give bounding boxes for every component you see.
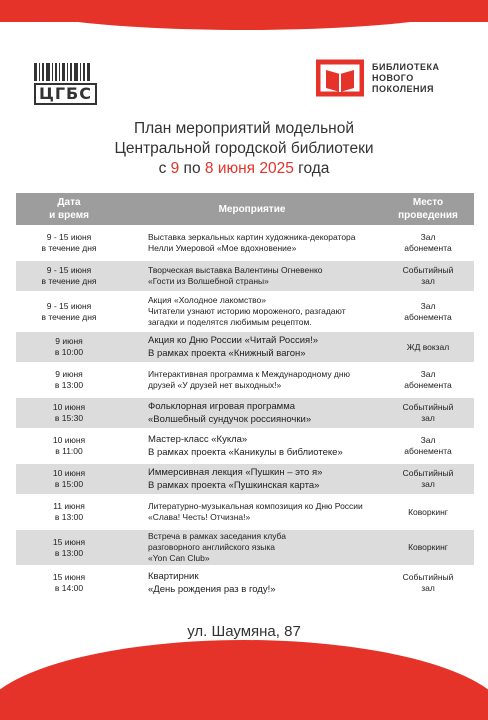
table-row (16, 464, 474, 494)
place-line: Зал (420, 300, 436, 311)
place-line: Зал (420, 232, 436, 242)
event-time: в течение дня (41, 311, 97, 322)
date-to: 8 июня 2025 (204, 160, 294, 177)
table-row (16, 568, 474, 598)
place-line: зал (421, 479, 435, 489)
event-place (382, 228, 474, 258)
event-time: в 15:30 (54, 413, 84, 423)
event-date: 9 - 15 июня (46, 232, 92, 242)
event-time: в 14:00 (54, 583, 84, 593)
event-time: в течение дня (41, 243, 97, 253)
table-row (16, 431, 474, 461)
event-date: 11 июня (53, 501, 85, 511)
table-row (16, 497, 474, 527)
event-line: Акция «Холодное лакомство» (148, 295, 266, 305)
event-description (122, 332, 382, 362)
event-time: в 10:00 (54, 347, 84, 357)
event-line: «Слава! Честь! Отчизна!» (148, 512, 251, 522)
event-datetime (16, 568, 122, 598)
event-datetime (16, 431, 122, 461)
event-time: в 13:00 (54, 547, 84, 558)
place-line: зал (421, 583, 435, 593)
event-description (122, 431, 382, 461)
event-description (122, 398, 382, 428)
bottom-red-band (0, 640, 488, 720)
event-description (122, 228, 382, 258)
table-row (16, 398, 474, 428)
address: ул. Шаумяна, 87 (187, 623, 301, 640)
event-line: В рамках проекта «Книжный вагон» (148, 348, 306, 359)
event-description (122, 294, 382, 329)
event-line: загадки и поделятся любимым рецептом. (148, 317, 312, 327)
place-line: Коворкинг (408, 506, 448, 517)
event-date: 9 - 15 июня (46, 300, 92, 311)
event-datetime (16, 261, 122, 291)
event-date: 9 июня (55, 369, 83, 379)
event-datetime (16, 497, 122, 527)
date-from: 9 (170, 160, 180, 177)
event-description (122, 261, 382, 291)
place-line: абонемента (404, 380, 452, 390)
logo-line-2: НОВОГО (372, 72, 414, 83)
event-line: разговорного английского языка (148, 542, 276, 552)
header-event: Мероприятие (122, 193, 382, 225)
place-line: Коворкинг (408, 542, 448, 552)
event-line: Фольклорная игровая программа (148, 401, 296, 412)
event-place (382, 568, 474, 598)
event-time: в 11:00 (55, 446, 83, 456)
event-description (122, 497, 382, 527)
table-header-row (16, 193, 474, 225)
open-book-icon (316, 58, 364, 98)
library-logo-text (372, 62, 439, 95)
title-line-2: Центральной городской библиотеки (114, 140, 374, 157)
event-place (382, 398, 474, 428)
table-row (16, 228, 474, 258)
title-line-3: с 9 по 8 июня 2025 года (158, 160, 330, 177)
event-place (382, 530, 474, 565)
event-place (382, 294, 474, 329)
library-logo (316, 58, 439, 98)
event-time: в 13:00 (54, 380, 84, 390)
event-date: 10 июня (52, 468, 86, 478)
events-table (16, 190, 474, 601)
event-line: Читатели узнают историю мороженого, разгадают (148, 306, 346, 316)
table-row (16, 530, 474, 565)
event-line: В рамках проекта «Пушкинская карта» (148, 480, 320, 491)
event-place (382, 431, 474, 461)
table-row (16, 365, 474, 395)
place-line: абонемента (404, 446, 452, 456)
event-description (122, 530, 382, 565)
event-place (382, 365, 474, 395)
event-date: 10 июня (52, 435, 86, 445)
event-place (382, 261, 474, 291)
table-row (16, 294, 474, 329)
event-date: 9 июня (55, 336, 83, 346)
place-line: Событийный (402, 265, 454, 275)
event-datetime (16, 398, 122, 428)
logo-line-1: БИБЛИОТЕКА (372, 61, 440, 72)
event-date: 9 - 15 июня (46, 265, 92, 275)
header-place: Место проведения (382, 193, 474, 225)
place-line: Зал (420, 369, 436, 379)
place-line: ЖД вокзал (406, 341, 450, 352)
event-description (122, 464, 382, 494)
event-place (382, 464, 474, 494)
header-date: Дата и время (16, 193, 122, 225)
place-line: абонемента (404, 311, 452, 322)
event-date: 15 июня (52, 536, 86, 547)
event-line: Выставка зеркальных картин художника-декоратора (148, 232, 356, 242)
place-line: Событийный (402, 572, 454, 582)
event-date: 10 июня (52, 402, 86, 412)
event-line: «День рождения раз в году!» (148, 584, 276, 595)
event-line: «Гости из Волшебной страны» (148, 276, 269, 286)
event-time: в 15:00 (54, 479, 84, 489)
place-line: Зал (420, 435, 436, 445)
logo-line-3: ПОКОЛЕНИЯ (372, 83, 434, 94)
event-line: Нелли Умеровой «Мое вдохновение» (148, 243, 297, 253)
event-description (122, 365, 382, 395)
event-line: Иммерсивная лекция «Пушкин – это я» (148, 467, 323, 478)
event-line: Акция ко Дню России «Читай Россия!» (148, 335, 319, 346)
event-description (122, 568, 382, 598)
table-row (16, 332, 474, 362)
event-line: Интерактивная программа к Международному дню (148, 369, 350, 379)
event-datetime (16, 228, 122, 258)
event-datetime (16, 530, 122, 565)
table-row (16, 261, 474, 291)
event-line: В рамках проекта «Каникулы в библиотеке» (148, 447, 343, 458)
event-datetime (16, 294, 122, 329)
top-red-band-curve (0, 0, 488, 30)
event-line: Встреча в рамках заседания клуба (148, 531, 286, 541)
place-line: Событийный (402, 468, 454, 478)
event-line: Творческая выставка Валентины Огневенко (148, 265, 323, 275)
event-line: друзей «У друзей нет выходных!» (148, 380, 282, 390)
event-place (382, 332, 474, 362)
place-line: зал (421, 276, 435, 286)
place-line: абонемента (404, 243, 452, 253)
event-place (382, 497, 474, 527)
event-time: в течение дня (41, 276, 97, 286)
cgbs-logo-text: ЦГБС (34, 83, 97, 105)
event-date: 15 июня (52, 572, 86, 582)
barcode-icon (34, 63, 104, 81)
event-datetime (16, 464, 122, 494)
event-line: Квартирник (148, 571, 199, 582)
place-line: Событийный (402, 402, 454, 412)
place-line: зал (421, 413, 435, 423)
cgbs-logo (34, 63, 104, 105)
event-line: «Волшебный сундучок россияночки» (148, 414, 312, 425)
title-line-1: План мероприятий модельной (133, 120, 355, 137)
event-time: в 13:00 (54, 512, 84, 522)
page-title (0, 119, 488, 179)
event-line: «Yon Can Club» (148, 553, 210, 563)
event-line: Мастер-класс «Кукла» (148, 434, 248, 445)
event-datetime (16, 332, 122, 362)
event-line: Литературно-музыкальная композиция ко Дню России (148, 501, 363, 511)
event-datetime (16, 365, 122, 395)
